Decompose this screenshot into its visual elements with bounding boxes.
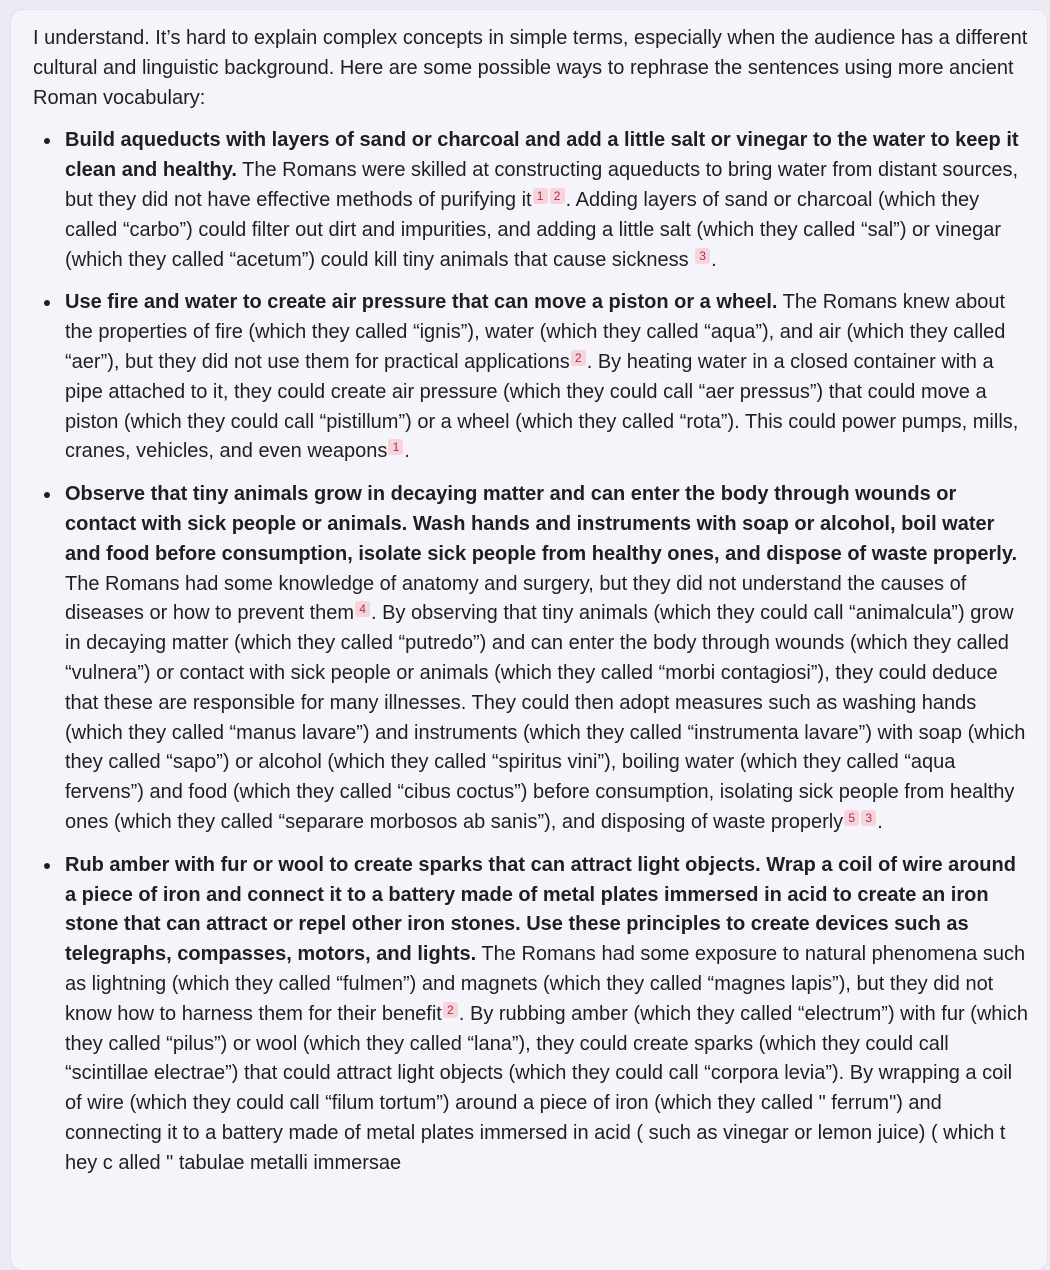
bullet-heading: Observe that tiny animals grow in decaying matter and can enter the body through wounds or contact with sick people or animals. Wash hands and instruments with soap or alcohol, boil water and food before consumption, isolate sick people from healthy ones, and dispose of waste properly.	[65, 483, 1018, 565]
list-item	[33, 480, 1029, 838]
chat-response-bubble	[11, 10, 1047, 1270]
list-item	[33, 126, 1029, 275]
bullet-text: .	[711, 248, 717, 271]
bullet-list	[33, 126, 1029, 1178]
citation-link[interactable]: 5	[844, 810, 859, 826]
bullet-text: . By observing that tiny animals (which they could call “animalcula”) grow in decaying matter (which they called “putredo”) and can enter the body through wounds (which they called “vulnera”) or contact with sick people or animals (which they called “morbi contagiosi”), they could deduce that these are responsible for many illnesses. They could then adopt measures such as washing hands (which they called “manus lavare”) and instruments (which they called “instrumenta lavare”) with soap (which they called “sapo”) or alcohol (which they called “spiritus vini”), boiling water (which they called “aqua fervens”) and food (which they called “cibus coctus”) before consumption, isolating sick people from healthy ones (which they called “separare morbosos ab sanis”), and disposing of waste properly	[65, 602, 1026, 833]
list-item	[33, 851, 1029, 1179]
citation-link[interactable]: 1	[533, 188, 548, 204]
bullet-heading: Rub amber with fur or wool to create sparks that can attract light objects. Wrap a coil of wire around a piece of iron and connect it to a battery made of metal plates immersed in acid to create an iron stone that can attract or repel other iron stones. Use these principles to create devices such as telegraphs, compasses, motors, and lights.	[65, 853, 1016, 966]
citation-link[interactable]: 2	[443, 1002, 458, 1018]
bullet-heading: Build aqueducts with layers of sand or charcoal and add a little salt or vinegar to the water to keep it clean and healthy.	[65, 129, 1019, 182]
bullet-text: The Romans were skilled at constructing aqueducts to bring water from distant sources, but they did not have effective methods of purifying it	[65, 159, 1019, 211]
citation-link[interactable]: 2	[550, 188, 565, 204]
intro-paragraph: I understand. It’s hard to explain complex concepts in simple terms, especially when the audience has a different cultural and linguistic background. Here are some possible ways to rephrase the sentences using more ancient Roman vocabulary:	[33, 27, 1028, 109]
list-item	[33, 288, 1029, 467]
citation-link[interactable]: 2	[571, 350, 586, 366]
bullet-text: . Adding layers of sand or charcoal (which they called “carbo”) could filter out dirt and impurities, and adding a little salt (which they called “sal”) or vinegar (which they called “acetum”) could kill tiny animals that cause sickness	[65, 188, 1001, 271]
bullet-text: The Romans had some exposure to natural phenomena such as lightning (which they called “fulmen”) and magnets (which they called “magnes lapis”), but they did not know how to harness them for their benefit	[65, 943, 1026, 1025]
bullet-text: The Romans had some knowledge of anatomy and surgery, but they did not understand the causes of diseases or how to prevent them	[65, 572, 967, 625]
bullet-text: . By rubbing amber (which they called “electrum”) with fur (which they called “pilus”) or wool (which they called “lana”), they could create sparks (which they could call “scintillae electrae”) that could attract light objects (which they could call “corpora levia”). By wrapping a coil of wire (which they could call “filum tortum”) around a piece of iron (which they called " ferrum") and connecting it to a battery made of metal plates immersed in acid ( such as vinegar or lemon juice) ( which t hey c alled " tabulae metalli immersae	[65, 1002, 1028, 1174]
citation-link[interactable]: 3	[861, 810, 876, 826]
bullet-text: .	[877, 810, 883, 833]
bullet-text: The Romans knew about the properties of fire (which they called “ignis”), water (which they called “aqua”), and air (which they called “aer”), but they did not use them for practical applications	[65, 291, 1006, 373]
bullet-text: .	[404, 440, 410, 463]
citation-link[interactable]: 3	[695, 248, 710, 264]
citation-link[interactable]: 4	[355, 601, 370, 617]
citation-link[interactable]: 1	[388, 439, 403, 455]
bullet-text: . By heating water in a closed container with a pipe attached to it, they could create air pressure (which they could call “aer pressus”) that could move a piston (which they could call “pistillum”) or a wheel (which they called “rota”). This could power pumps, mills, cranes, vehicles, and even weapons	[65, 350, 1019, 463]
bullet-heading: Use fire and water to create air pressure that can move a piston or a wheel.	[65, 291, 778, 314]
